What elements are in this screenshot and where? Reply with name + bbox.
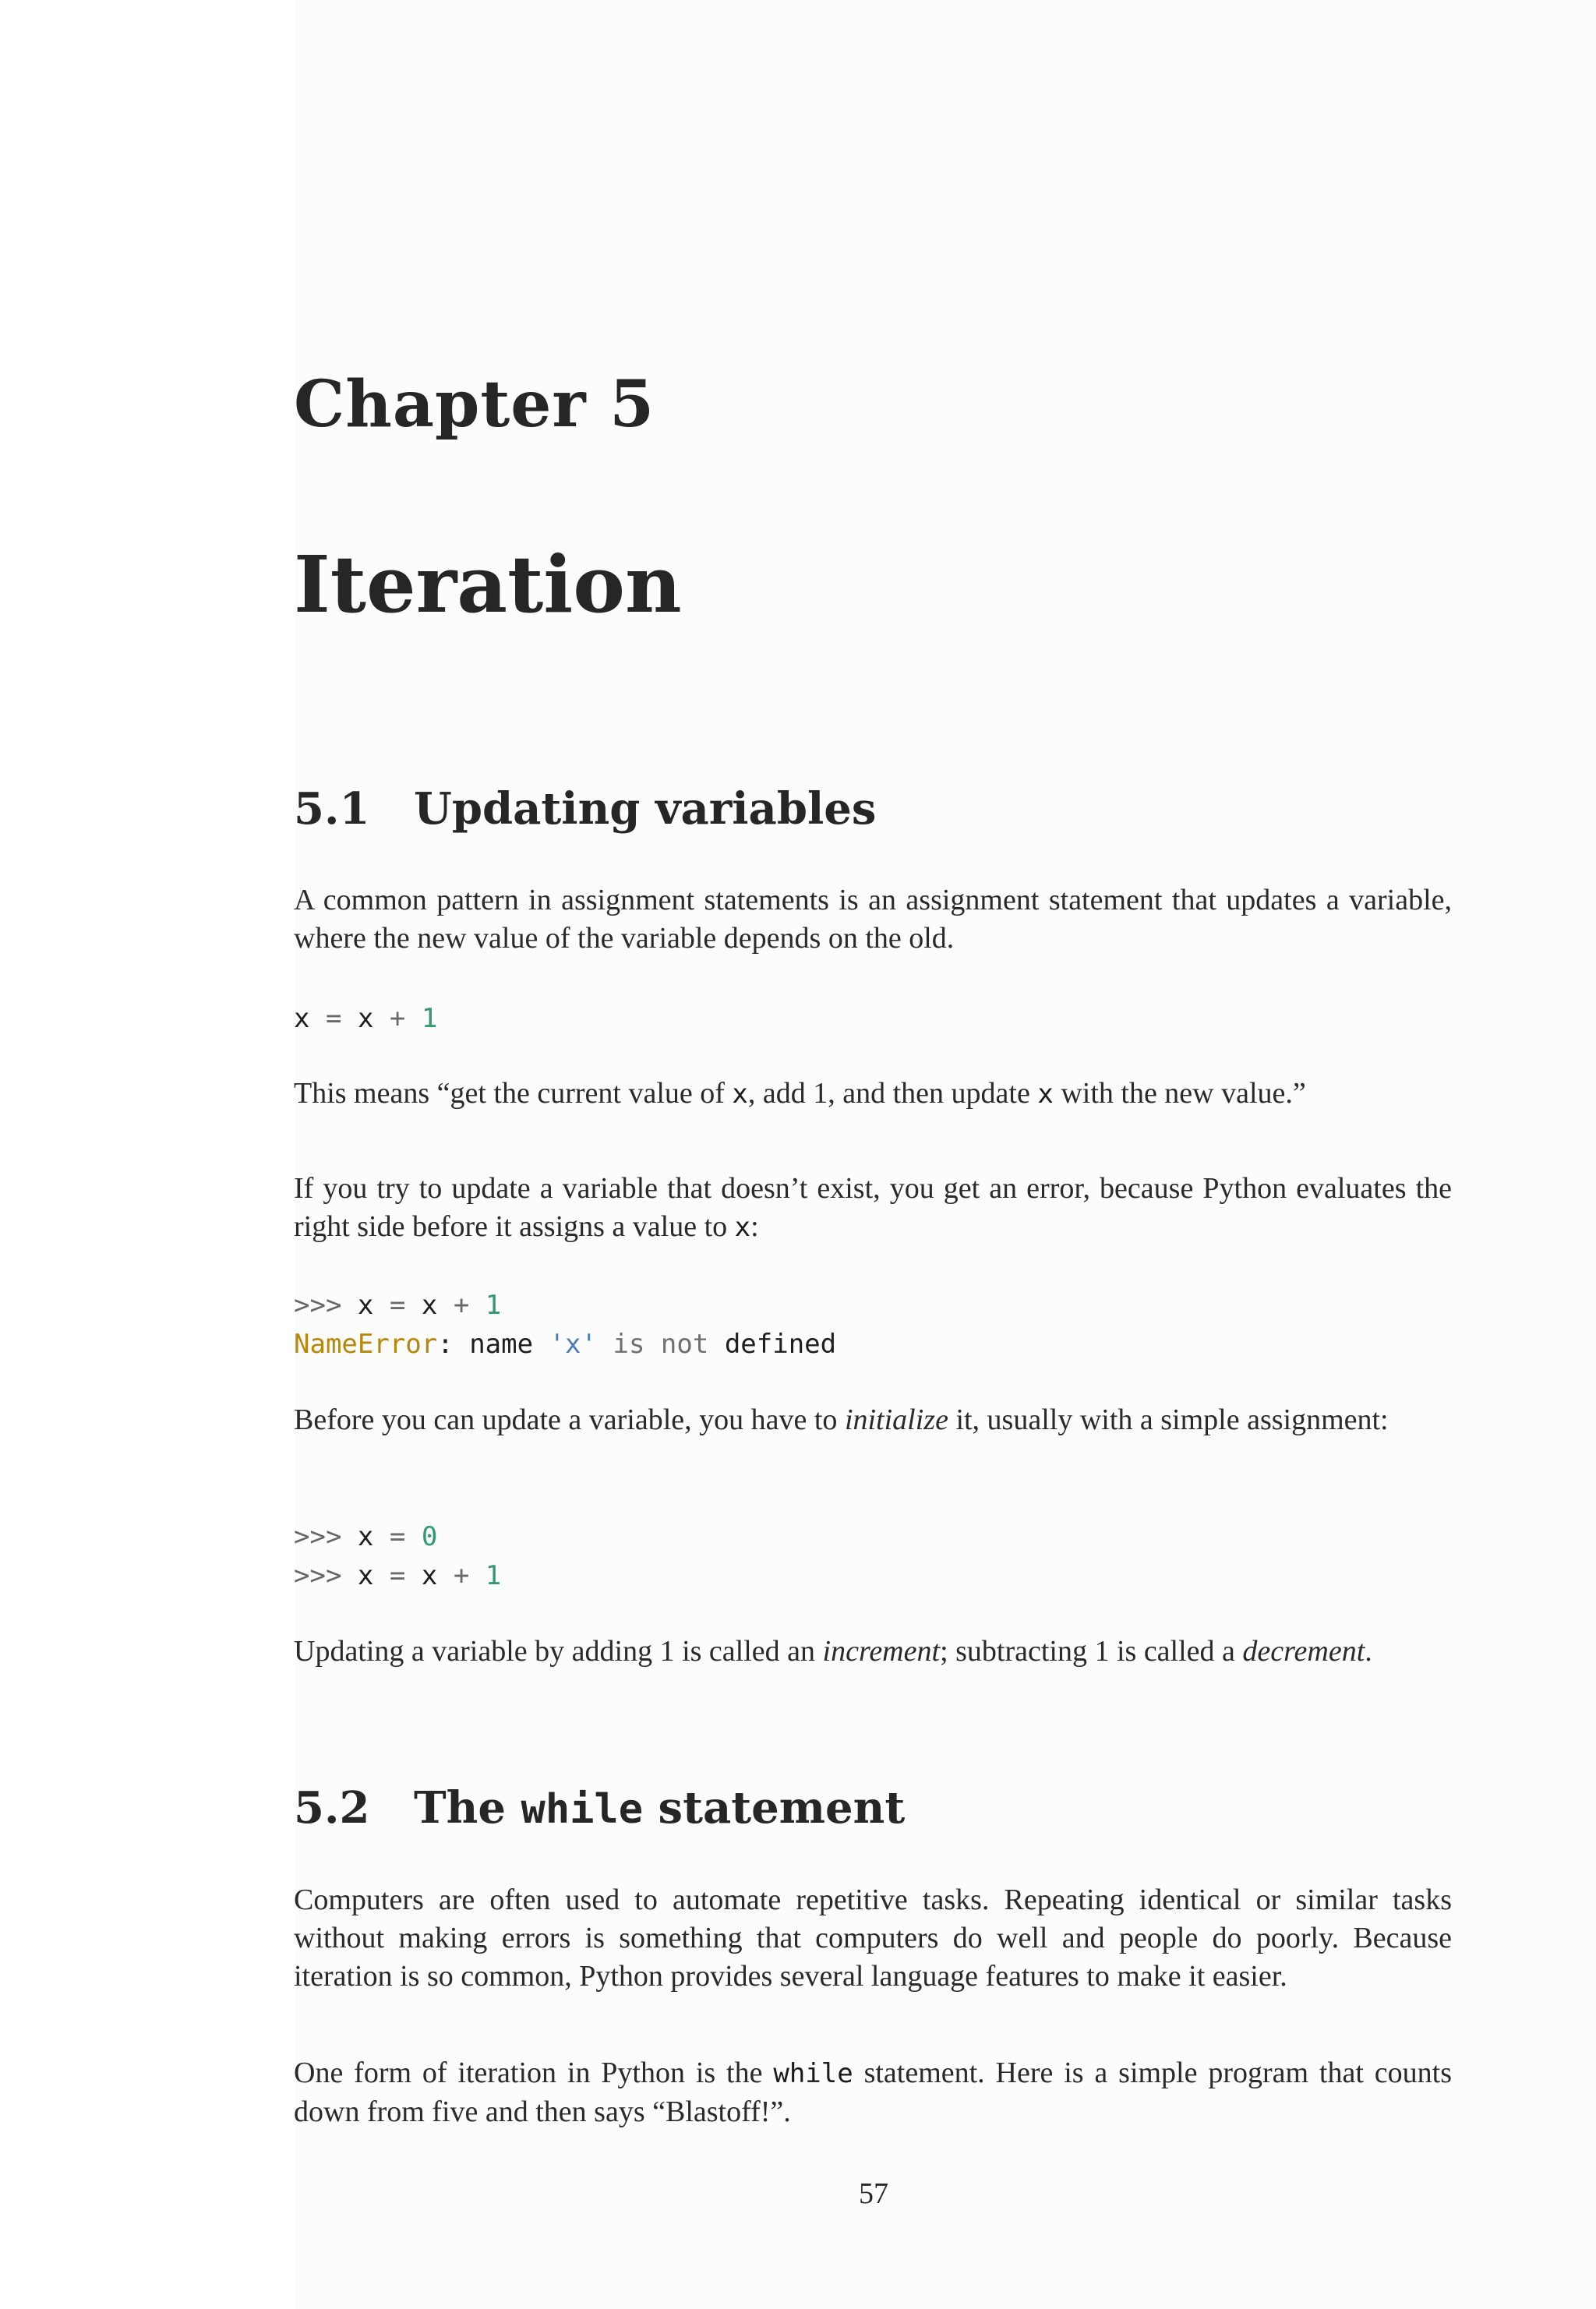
text: Updating a variable by adding 1 is called an [294,1635,823,1668]
text: One form of iteration in Python is the [294,2057,774,2089]
code-prompt: >>> [294,1290,342,1321]
code-token: x [357,1560,374,1591]
paragraph [294,1075,1452,1114]
inline-code: x [732,1079,748,1110]
section-title: The [414,1782,521,1834]
text: with the new value.” [1053,1077,1306,1110]
section-title-code: while [521,1786,644,1833]
emphasis: initialize [844,1403,948,1436]
paragraph [294,1170,1452,1247]
emphasis: increment [822,1635,941,1668]
code-token: + [453,1290,470,1321]
text: ; subtracting 1 is called a [940,1635,1243,1668]
code-block [294,1517,501,1595]
text: : [750,1210,759,1243]
section-heading-5-2 [294,1782,906,1834]
code-token: + [453,1560,470,1591]
section-heading-5-1 [294,783,877,835]
section-number: 5.1 [294,783,370,835]
code-keyword: not [660,1329,709,1360]
code-token: defined [724,1329,837,1360]
code-token: 0 [421,1521,438,1552]
code-keyword: is [613,1329,645,1360]
code-block [294,999,437,1038]
code-token: = [325,1003,342,1034]
code-token: x [421,1290,438,1321]
code-token: = [389,1560,406,1591]
code-token: 1 [421,1003,438,1034]
code-token: : [437,1329,454,1360]
code-token: x [421,1560,438,1591]
emphasis: decrement [1242,1635,1365,1668]
paragraph: A common pattern in assignment statements is an assignment statement that updates a variable, where the new value of the variable depends on the old. [294,884,1452,955]
code-token: name [469,1329,534,1360]
code-string: 'x' [549,1329,597,1360]
code-token: = [389,1521,406,1552]
section-title: statement [643,1782,906,1834]
section-number: 5.2 [294,1782,370,1834]
text: Before you can update a variable, you have to [294,1403,845,1436]
inline-code: x [734,1212,751,1243]
text: , add 1, and then update [747,1077,1038,1110]
code-token: = [389,1290,406,1321]
paragraph [294,2054,1452,2131]
section-title: Updating variables [414,783,877,835]
paragraph: Computers are often used to automate repetitive tasks. Repeating identical or similar tasks without making errors is something that computers do well and people do poorly. Because iteration is so common, Python provides several language features to make it easier. [294,1884,1452,1993]
code-token: + [389,1003,406,1034]
page-number: 57 [859,2177,888,2210]
paragraph [294,1633,1452,1671]
text: If you try to update a variable that doesn’t exist, you get an error, because Python evaluates the right side before it assigns a value to [294,1172,1452,1243]
code-prompt: >>> [294,1521,342,1552]
paragraph [294,1401,1452,1439]
inline-code: while [773,2058,853,2089]
text: statement. Here is a simple program that counts down from five and then says “Blastoff!”. [294,2057,1452,2128]
text: . [1365,1635,1372,1668]
chapter-title: Iteration [294,538,682,630]
code-token: x [357,1521,374,1552]
text: it, usually with a simple assignment: [948,1403,1389,1436]
inline-code: x [1037,1079,1054,1110]
chapter-label: Chapter 5 [294,367,655,442]
code-token: 1 [485,1560,502,1591]
code-token: x [357,1290,374,1321]
code-block [294,1286,836,1364]
code-token: 1 [485,1290,502,1321]
text: This means “get the current value of [294,1077,733,1110]
code-token: x [357,1003,374,1034]
code-prompt: >>> [294,1560,342,1591]
code-error-name: NameError [294,1329,438,1360]
code-token: x [294,1003,310,1034]
